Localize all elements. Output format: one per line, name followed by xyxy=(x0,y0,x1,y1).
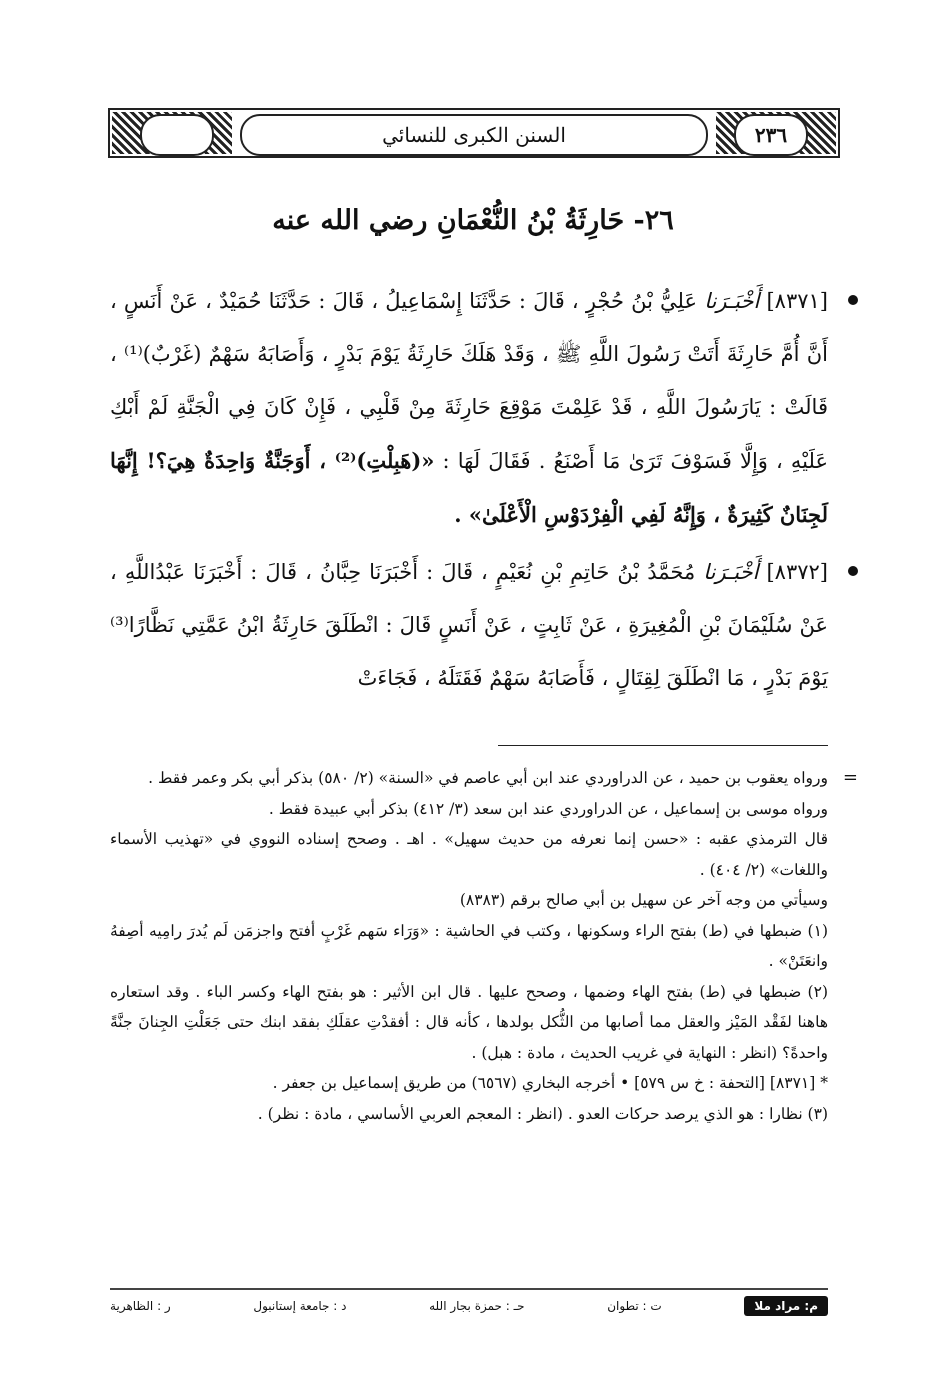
siglum-h: حـ : حمزة بجار الله xyxy=(429,1299,525,1313)
takhrij-note: * [٨٣٧١] [التحفة : خ س ٥٧٩] • أخرجه البخاري (٦٥٦٧) من طريق إسماعيل بن جعفر . xyxy=(272,1074,828,1092)
book-logo-icon xyxy=(140,114,214,156)
footer-divider xyxy=(110,1288,828,1290)
book-title: السنن الكبرى للنسائي xyxy=(240,114,708,156)
manuscript-sigla xyxy=(110,1296,828,1316)
footnote-line: وسيأتي من وجه آخر عن سهيل بن أبي صالح برقم (٨٣٨٣) xyxy=(459,891,828,909)
hadith-number: [٨٣٧١] xyxy=(766,289,828,313)
siglum-r: ر : الظاهرية xyxy=(110,1299,171,1313)
page-header xyxy=(108,108,840,158)
akhbarana: أَخْبَـرَنا xyxy=(703,560,759,584)
footnotes xyxy=(110,763,858,1129)
footnote-2: (٢) ضبطها في (ط) بفتح الهاء وضمها ، وصحح عليها . قال ابن الأثير : هو بفتح الهاء وكسر الباء . وقد استعاره هاهنا لفَقْد المَيْز والعقل مما أصابها من الثُّكل بولدها ، كأنه قال : أفقدْتِ عقلَكِ بفقد ابنك حتى جَعَلْتِ الجِنانَ جنَّةً واحدةً؟ (انظر : النهاية في غريب الحديث ، مادة : هبل) . xyxy=(110,982,828,1062)
bullet-icon xyxy=(848,295,858,305)
hadith-8371 xyxy=(110,275,828,542)
footnote-line: ورواه يعقوب بن حميد ، عن الدراوردي عند ابن أبي عاصم في «السنة» (٢/ ٥٨٠) بذكر أبي بكر وعمر فقط . xyxy=(148,769,828,787)
hadith-quote: «(هَبِلْتِ)⁽²⁾ ، أَوَجَنَّةٌ وَاحِدَةٌ هِيَ؟! إِنَّهَا لَجِنَانٌ كَثِيرَةٌ ، وَإِنَّهُ لَفِي الْفِرْدَوْسِ الْأَعْلَىٰ» . xyxy=(110,448,828,527)
continuation-mark: = xyxy=(842,767,858,788)
hadith-number: [٨٣٧٢] xyxy=(766,560,828,584)
hadith-body: عَلِيُّ بْنُ حُجْرٍ ، قَالَ : حَدَّثَنَا إِسْمَاعِيلُ ، قَالَ : حَدَّثَنَا حُمَيْدٌ ، عَنْ أَنَسٍ ، أَنَّ أُمَّ حَارِثَةَ أَتَتْ رَسُولَ اللَّهِ ﷺ ، وَقَدْ هَلَكَ حَارِثَةُ يَوْمَ بَدْرٍ ، وَأَصَابَهُ سَهْمٌ (غَرْبٌ)⁽¹⁾ ، قَالَتْ : يَارَسُولَ اللَّهِ ، قَدْ عَلِمْتَ مَوْقِعَ حَارِثَةَ مِنْ قَلْبِي ، فَإِنْ كَانَ فِي الْجَنَّةِ لَمْ أَبْكِ عَلَيْهِ ، وَإِلَّا فَسَوْفَ تَرَىٰ مَا أَصْنَعُ . فَقَالَ لَهَا : xyxy=(110,289,828,473)
footnote-line: ورواه موسى بن إسماعيل ، عن الدراوردي عند ابن سعد (٣/ ٤١٢) بذكر أبي عبيدة فقط . xyxy=(268,799,828,818)
footnote-3: (٣) نظارا : هو الذي يرصد حركات العدو . (انظر : المعجم العربي الأساسي ، مادة : نظر) . xyxy=(257,1104,828,1123)
footnote-divider xyxy=(498,745,828,746)
siglum-t: ت : تطوان xyxy=(607,1299,662,1313)
siglum-d: د : جامعة إستانبول xyxy=(253,1299,347,1313)
akhbarana: أَخْبَـرَنا xyxy=(704,289,760,313)
footnote-1: (١) ضبطها في (ط) بفتح الراء وسكونها ، وكتب في الحاشية : «وَرَاء سَهم غَرْبٍ أفتح واجزمَن لَم يُدرَ رامِيه أصِفهُ وانعَتَنْ» . xyxy=(110,921,828,970)
bullet-icon xyxy=(848,566,858,576)
page-number: ٢٣٦ xyxy=(734,114,808,156)
chapter-title: ٢٦- حَارِثَةُ بْنُ النُّعْمَانِ رضي الله عنه xyxy=(272,205,674,236)
hadith-8372 xyxy=(110,546,828,705)
footnote-line: قال الترمذي عقبه : «حسن إنما نعرفه من حديث سهيل» . اهـ . وصحح إسناده النووي في «تهذيب الأسماء واللغات» (٢/ ٤٠٤) . xyxy=(110,830,828,879)
hadith-body: مُحَمَّدُ بْنُ حَاتِمِ بْنِ نُعَيْمٍ ، قَالَ : أَخْبَرَنَا حِبَّانُ ، قَالَ : أَخْبَرَنَا عَبْدُاللَّهِ ، عَنْ سُلَيْمَانَ بْنِ الْمُغِيرَةِ ، عَنْ ثَابِتٍ ، عَنْ أَنَسٍ قَالَ : انْطَلَقَ حَارِثَةُ ابْنُ عَمَّتِي نَظَّارًا⁽³⁾ يَوْمَ بَدْرٍ ، مَا انْطَلَقَ لِقِتَالٍ ، فَأَصَابَهُ سَهْمٌ فَقَتَلَهُ ، فَجَاءَتْ xyxy=(110,560,828,690)
hadith-text xyxy=(110,275,828,709)
editor-badge: م: مراد ملا xyxy=(744,1296,828,1316)
